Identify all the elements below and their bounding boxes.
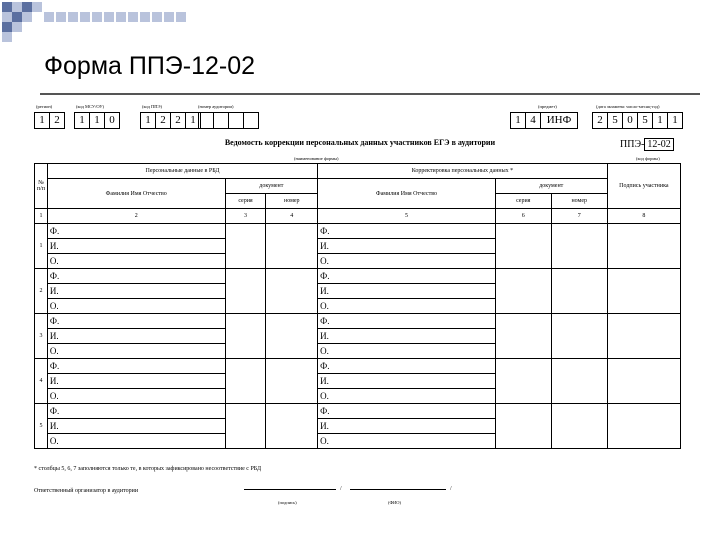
table-subtitle: (наименование формы) [294, 156, 339, 161]
rbd-f-cell[interactable]: Ф. [47, 359, 225, 374]
rbd-i-cell[interactable]: И. [47, 419, 225, 434]
corr-series-cell[interactable] [495, 404, 551, 449]
rbd-o-cell[interactable]: О. [47, 434, 225, 449]
corr-number-cell[interactable] [551, 359, 607, 404]
col-signature: Подпись участника [607, 164, 680, 209]
col-index: 8 [607, 209, 680, 224]
form-code: ППЭ- 12-02 [620, 139, 674, 150]
fio-caption: (ФИО) [388, 500, 402, 505]
rbd-f-cell[interactable]: Ф. [47, 314, 225, 329]
rbd-i-cell[interactable]: И. [47, 374, 225, 389]
col-passport: документ [225, 179, 318, 194]
rbd-f-cell[interactable]: Ф. [47, 269, 225, 284]
corr-number-cell[interactable] [551, 404, 607, 449]
corr-series-cell[interactable] [495, 224, 551, 269]
corr-number-cell[interactable] [551, 269, 607, 314]
corr-f-cell[interactable]: Ф. [318, 359, 496, 374]
col-fio: Фамилия Имя Отчество [47, 179, 225, 209]
col-index: 6 [495, 209, 551, 224]
table-title: Ведомость коррекции персональных данных участников ЕГЭ в аудитории [224, 138, 496, 147]
sign-caption: (подпись) [278, 500, 297, 505]
corr-i-cell[interactable]: И. [318, 419, 496, 434]
signature-line[interactable] [244, 488, 336, 490]
corr-o-cell[interactable]: О. [318, 344, 496, 359]
col-passport-2: документ [495, 179, 607, 194]
rbd-i-cell[interactable]: И. [47, 329, 225, 344]
col-index: 1 [35, 209, 48, 224]
rbd-o-cell[interactable]: О. [47, 254, 225, 269]
corr-series-cell[interactable] [495, 314, 551, 359]
col-index: 7 [551, 209, 607, 224]
row-number: 5 [35, 404, 48, 449]
col-index: 2 [47, 209, 225, 224]
rbd-number-cell[interactable] [266, 269, 318, 314]
subject-cells: 1 4 ИНФ [510, 112, 578, 129]
col-number-2: номер [551, 194, 607, 209]
corr-number-cell[interactable] [551, 224, 607, 269]
corr-series-cell[interactable] [495, 269, 551, 314]
title-rule [40, 93, 700, 95]
aud-caption: (номер аудитории) [198, 104, 234, 109]
corr-i-cell[interactable]: И. [318, 239, 496, 254]
corr-i-cell[interactable]: И. [318, 284, 496, 299]
responsible-label: Ответственный организатор в аудитории [34, 488, 139, 494]
date-caption: (дата экзамена: число-месяц-год) [596, 104, 660, 109]
corr-o-cell[interactable]: О. [318, 434, 496, 449]
corr-number-cell[interactable] [551, 314, 607, 359]
row-number: 3 [35, 314, 48, 359]
corr-o-cell[interactable]: О. [318, 299, 496, 314]
col-number: номер [266, 194, 318, 209]
rbd-series-cell[interactable] [225, 359, 266, 404]
row-number: 1 [35, 224, 48, 269]
ppe-caption: (код ППЭ) [142, 104, 162, 109]
corr-f-cell[interactable]: Ф. [318, 314, 496, 329]
rbd-number-cell[interactable] [266, 224, 318, 269]
col-pd-rbd: Персональные данные в РБД [47, 164, 317, 179]
region-caption: (регион) [36, 104, 53, 109]
slide-title: Форма ППЭ-12-02 [44, 52, 256, 80]
corr-f-cell[interactable]: Ф. [318, 269, 496, 284]
col-corrected: Корректировка персональных данных * [318, 164, 608, 179]
corr-o-cell[interactable]: О. [318, 254, 496, 269]
signature-cell[interactable] [607, 359, 680, 404]
col-num: № п/п [35, 164, 48, 209]
corr-o-cell[interactable]: О. [318, 389, 496, 404]
corr-i-cell[interactable]: И. [318, 329, 496, 344]
corr-series-cell[interactable] [495, 359, 551, 404]
ppe-cells: 1 2 2 1 [140, 112, 201, 129]
rbd-number-cell[interactable] [266, 359, 318, 404]
rbd-f-cell[interactable]: Ф. [47, 224, 225, 239]
form-code-caption: (код формы) [636, 156, 660, 161]
col-fio-2: Фамилия Имя Отчество [318, 179, 496, 209]
col-index: 5 [318, 209, 496, 224]
rbd-number-cell[interactable] [266, 314, 318, 359]
col-series: серия [225, 194, 266, 209]
fio-line[interactable] [350, 488, 446, 490]
rbd-o-cell[interactable]: О. [47, 299, 225, 314]
signature-cell[interactable] [607, 404, 680, 449]
signature-cell[interactable] [607, 269, 680, 314]
rbd-number-cell[interactable] [266, 404, 318, 449]
mcu-caption: (код МСУ/ОУ) [76, 104, 105, 109]
rbd-i-cell[interactable]: И. [47, 239, 225, 254]
row-number: 4 [35, 359, 48, 404]
rbd-series-cell[interactable] [225, 314, 266, 359]
mcu-cells: 1 1 0 [74, 112, 120, 129]
corr-f-cell[interactable]: Ф. [318, 404, 496, 419]
corr-f-cell[interactable]: Ф. [318, 224, 496, 239]
corr-i-cell[interactable]: И. [318, 374, 496, 389]
rbd-f-cell[interactable]: Ф. [47, 404, 225, 419]
subject-caption: (предмет) [538, 104, 557, 109]
footnote: * столбцы 5, 6, 7 заполняются только те, в которых зафиксировано несоответствие с РБД [34, 466, 262, 472]
rbd-o-cell[interactable]: О. [47, 389, 225, 404]
col-index: 3 [225, 209, 266, 224]
rbd-series-cell[interactable] [225, 224, 266, 269]
rbd-series-cell[interactable] [225, 269, 266, 314]
region-cells: 1 2 [34, 112, 65, 129]
signature-cell[interactable] [607, 224, 680, 269]
rbd-o-cell[interactable]: О. [47, 344, 225, 359]
aud-cells [198, 112, 259, 129]
col-series-2: серия [495, 194, 551, 209]
rbd-i-cell[interactable]: И. [47, 284, 225, 299]
row-number: 2 [35, 269, 48, 314]
col-index: 4 [266, 209, 318, 224]
signature-cell[interactable] [607, 314, 680, 359]
rbd-series-cell[interactable] [225, 404, 266, 449]
correction-table [34, 163, 681, 449]
date-cells: 2 5 0 5 1 1 [592, 112, 683, 129]
